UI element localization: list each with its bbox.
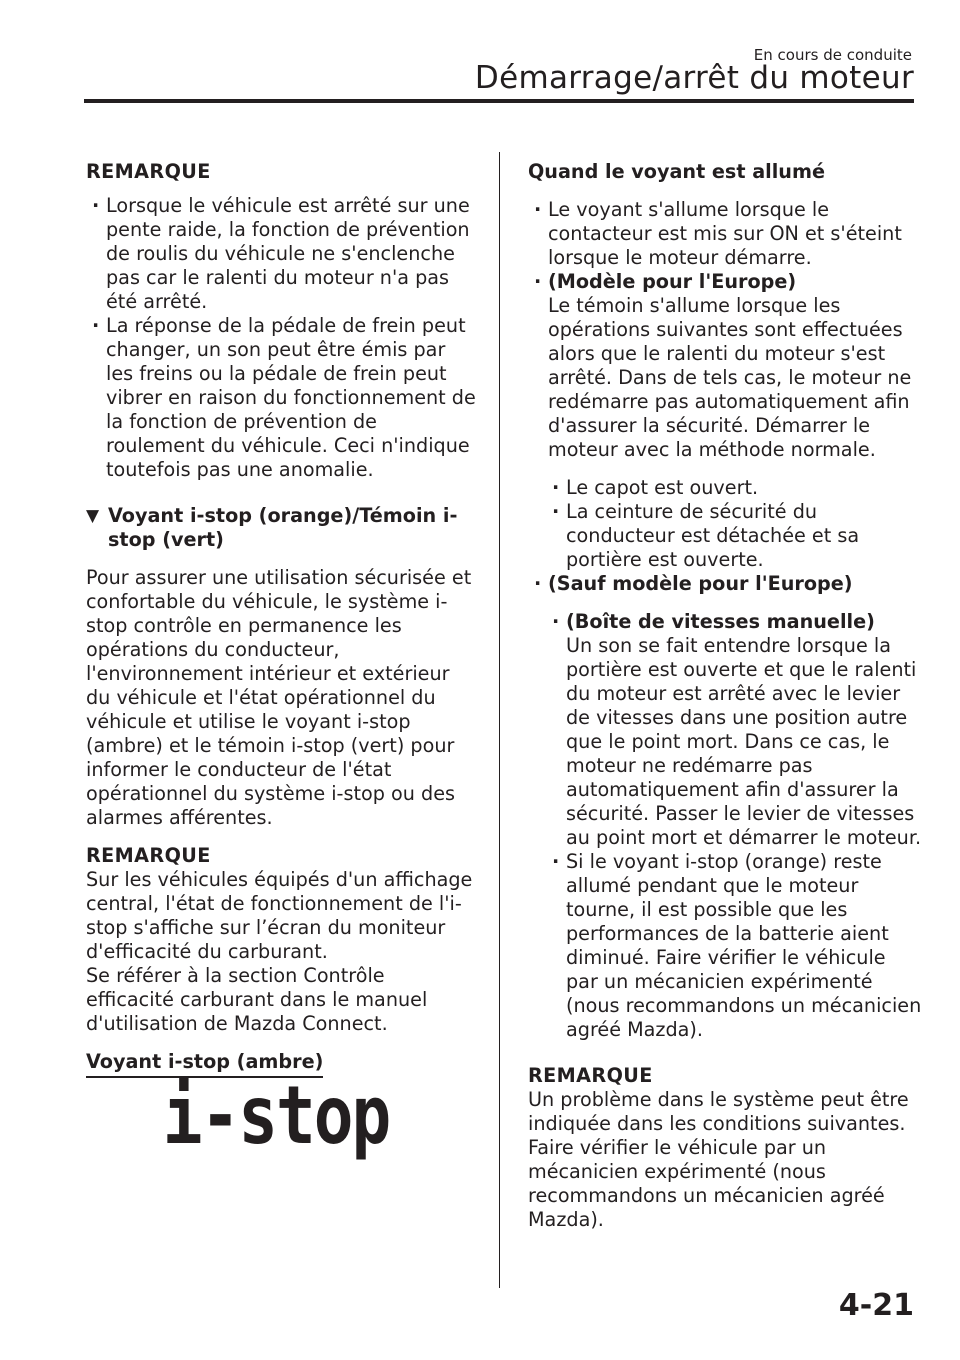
note-text: Un problème dans le système peut être indiquée dans les conditions suivantes. Faire vérifier le véhicule par un mécanicien expérimenté (nous recommandons un mécanicien agréé Mazda). — [528, 1088, 909, 1231]
note-text: Sur les véhicules équipés d'un affichage central, l'état de fonctionnement de l'i-stop s'affiche sur l’écran du moniteur d'efficacité du carburant. — [86, 868, 473, 963]
note-item: · Lorsque le véhicule est arrêté sur une pente raide, la fonction de prévention de roulis du véhicule ne s'enclenche pas car le ralenti du moteur n'a pas été arrêté. — [86, 194, 476, 314]
istop-logo-icon: i-stop — [162, 1068, 390, 1163]
list-item-label: · (Sauf modèle pour l'Europe) — [528, 572, 923, 596]
sub-list-item: · La ceinture de sécurité du conducteur est détachée et sa portière est ouverte. — [546, 500, 923, 572]
note-list — [86, 194, 476, 482]
note-title: REMARQUE — [86, 160, 211, 183]
intro-paragraph: Pour assurer une utilisation sécurisée et confortable du véhicule, le système i-stop contrôle en permanence les opérations du conducteur, l'environnement intérieur et extérieur du véhicule et l'état opérationnel du véhicule et utilise le voyant i-stop (ambre) et le témoin i-stop (vert) pour informer le conducteur de l'état opérationnel du système i-stop ou des alarmes afférentes. — [86, 566, 472, 829]
sub-list-item: · Le capot est ouvert. — [546, 476, 923, 500]
note-item: · La réponse de la pédale de frein peut changer, un son peut être émis par les freins ou la pédale de frein peut vibrer en raison du fonctionnement de la fonction de prévention de roulement du véhicule. Ceci n'indique toutefois pas une anomalie. — [86, 314, 476, 482]
right-heading: Quand le voyant est allumé — [528, 160, 825, 183]
list-item-text: Le témoin s'allume lorsque les opérations suivantes sont effectuées alors que le ralenti du moteur s'est arrêté. Dans de tels cas, le moteur ne redémarre pas automatiquement afin d'assurer la sécurité. Démarrer le moteur avec la méthode normale. — [548, 294, 912, 461]
note-text: Se référer à la section Contrôle efficacité carburant dans le manuel d'utilisation de Mazda Connect. — [86, 964, 428, 1035]
note-title: REMARQUE — [528, 1064, 653, 1087]
column-divider — [499, 152, 500, 1288]
header-title: Démarrage/arrêt du moteur — [474, 60, 914, 96]
sub-list-item-label: · (Boîte de vitesses manuelle) — [546, 610, 923, 634]
right-column — [528, 160, 923, 1232]
list-item-label: · (Modèle pour l'Europe) — [528, 270, 923, 294]
istop-logo-wrap — [86, 1068, 466, 1163]
list-item: · Le voyant s'allume lorsque le contacteur est mis sur ON et s'éteint lorsque le moteur démarre. — [528, 198, 923, 270]
sub-list-item: · Si le voyant i-stop (orange) reste allumé pendant que le moteur tourne, il est possible que les performances de la batterie aient diminué. Faire vérifier le véhicule par un mécanicien expérimenté (nous recommandons un mécanicien agréé Mazda). — [546, 850, 923, 1042]
note-title: REMARQUE — [86, 844, 211, 867]
section-heading — [86, 504, 476, 552]
sub-list-item-text: Un son se fait entendre lorsque la portière est ouverte et que le ralenti du moteur est arrêté avec le levier de vitesses dans une position autre que le point mort. Dans ce cas, le moteur ne redémarre pas automatiquement afin d'assurer la sécurité. Passer le levier de vitesses au point mort et démarrer le moteur. — [566, 634, 922, 849]
page-number: 4-21 — [838, 1288, 914, 1323]
header-section: En cours de conduite — [753, 46, 912, 64]
triangle-down-icon: ▼ — [86, 506, 100, 526]
section-title: Voyant i-stop (orange)/Témoin i-stop (vert) — [108, 504, 458, 551]
header-rule — [84, 99, 914, 103]
left-column — [86, 160, 476, 1163]
subheading-underlined: Voyant i-stop (ambre) — [86, 1050, 323, 1078]
